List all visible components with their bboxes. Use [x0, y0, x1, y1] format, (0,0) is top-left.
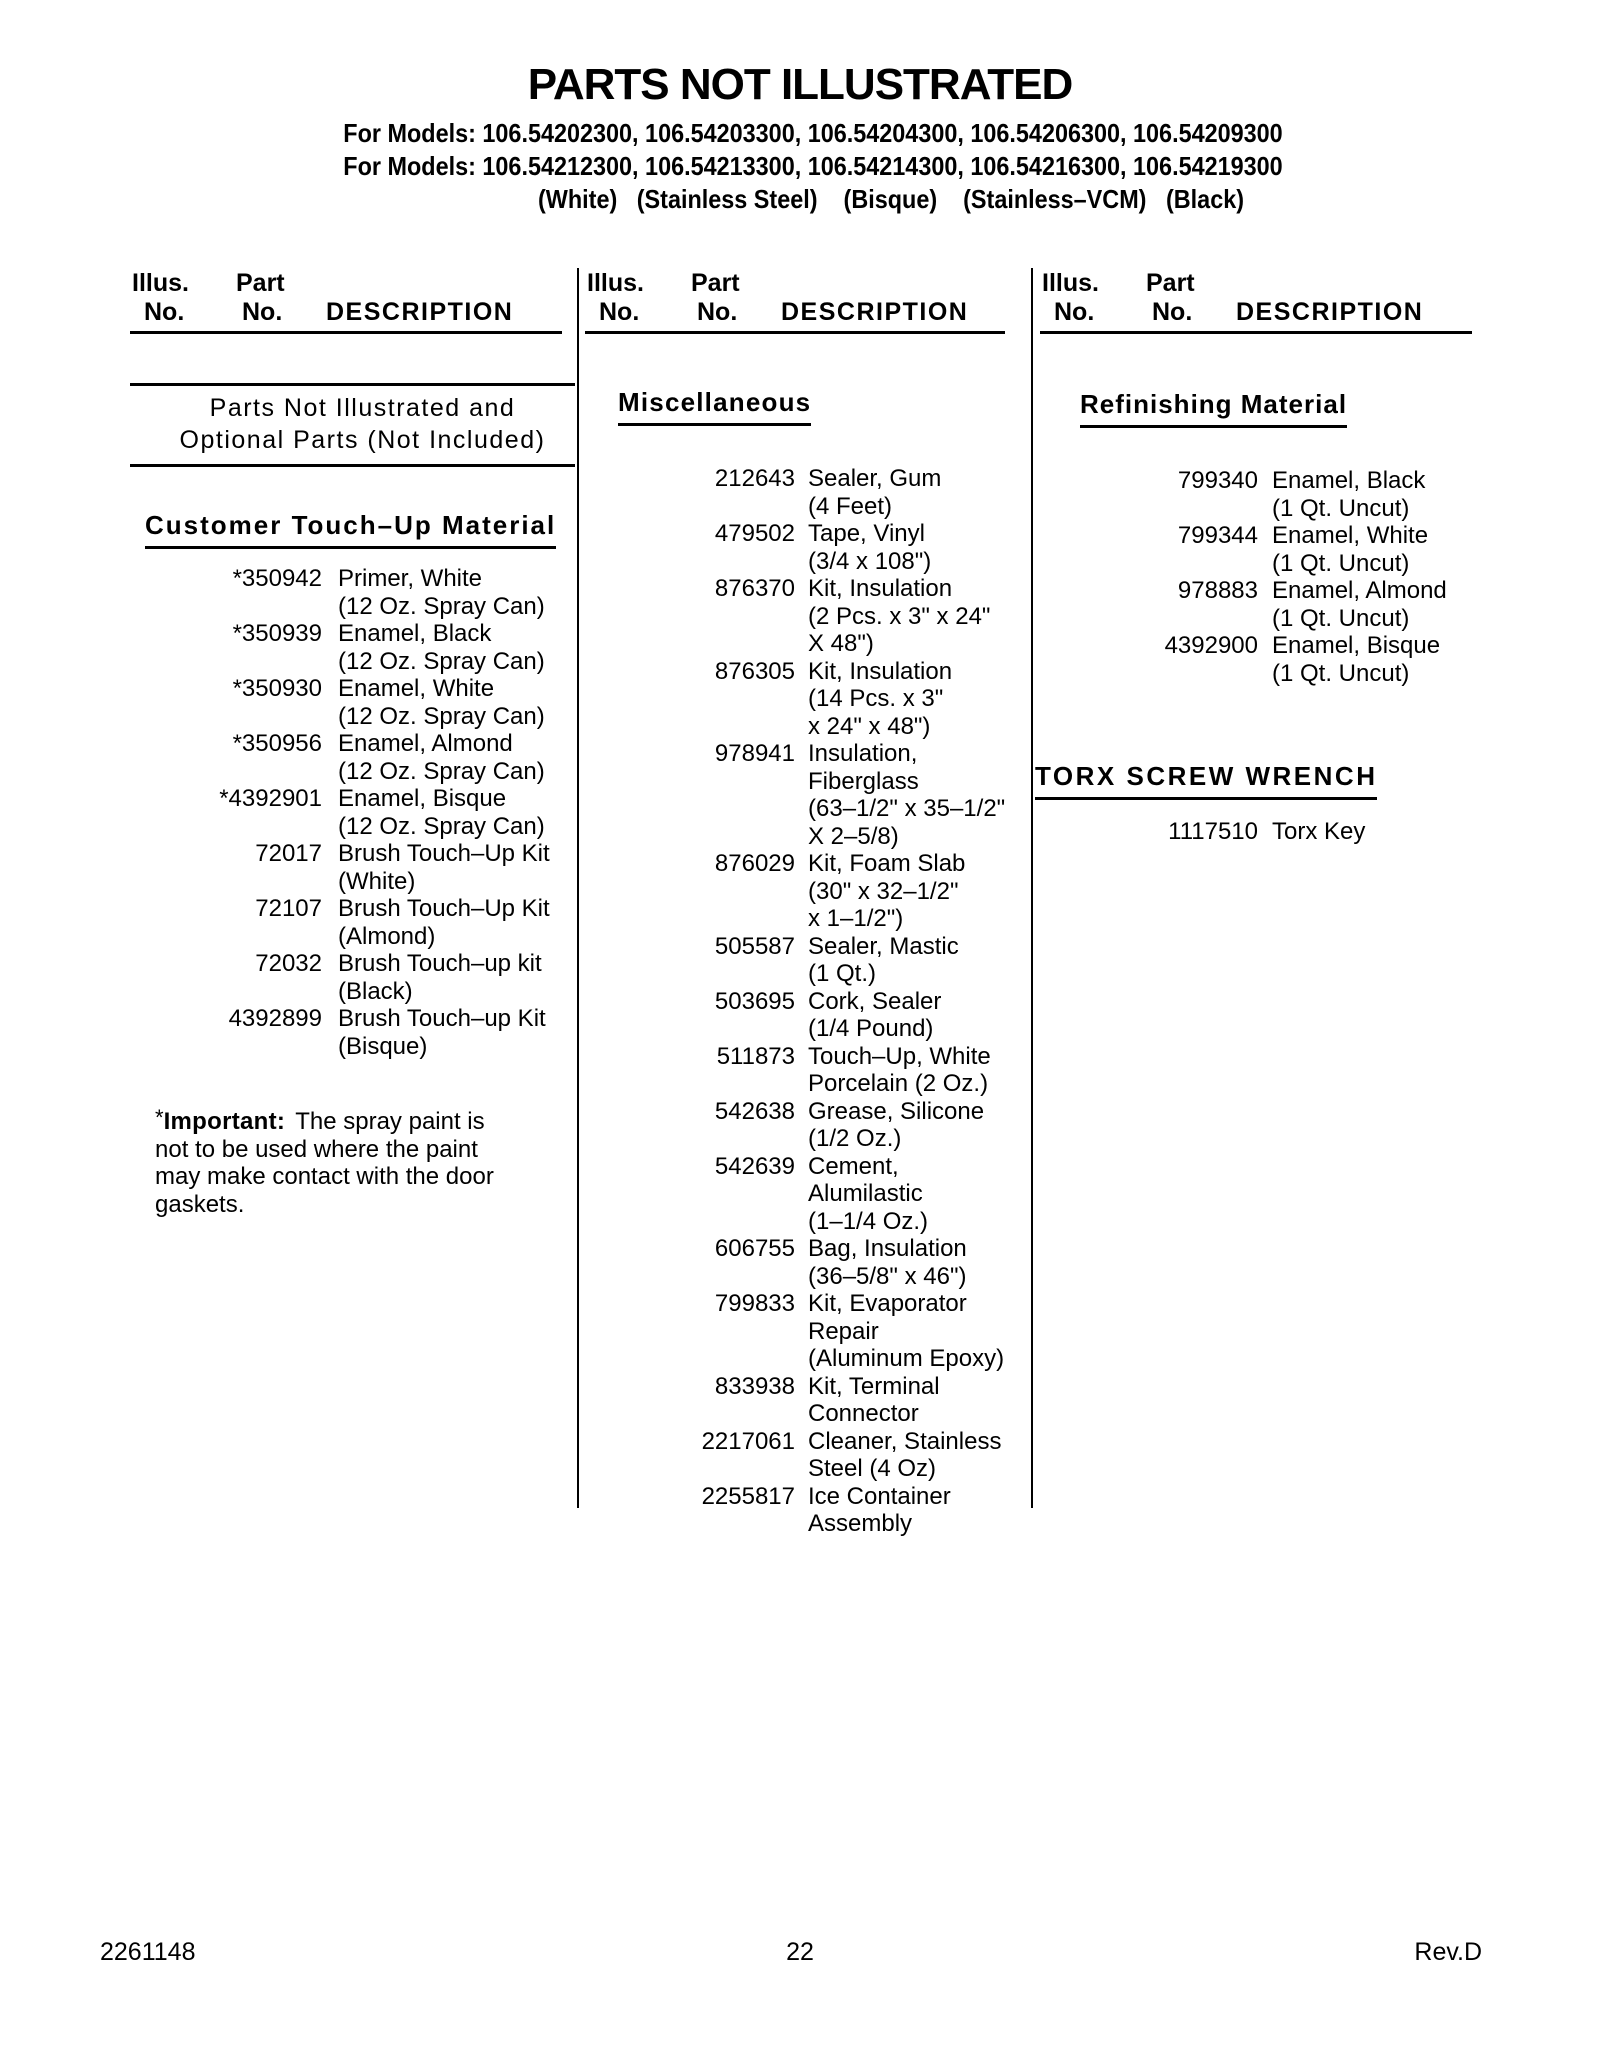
header-description: DESCRIPTION: [781, 298, 969, 326]
parts-row: [585, 1373, 1009, 1428]
parts-row: [130, 840, 575, 895]
parts-row: [1040, 522, 1485, 577]
parts-row: [585, 740, 1009, 850]
column-miscellaneous: [585, 268, 1009, 1968]
parts-row: [130, 785, 575, 840]
header-description: DESCRIPTION: [1236, 298, 1424, 326]
column-divider-right: [1031, 268, 1033, 1508]
part-number: 4392900: [1164, 632, 1258, 659]
part-number: 4392899: [228, 1005, 322, 1032]
part-description: Enamel, Bisque (1 Qt. Uncut): [1272, 632, 1441, 687]
important-note: [155, 1104, 575, 1218]
part-description: Enamel, Black (1 Qt. Uncut): [1272, 467, 1426, 522]
footer-doc-number: 2261148: [100, 1938, 196, 1966]
parts-row: [585, 933, 1009, 988]
part-description: Kit, Foam Slab (30" x 32–1/2" x 1–1/2"): [808, 850, 966, 932]
table-header: [130, 268, 562, 334]
part-description: Enamel, Black (12 Oz. Spray Can): [338, 620, 545, 675]
column-touchup: [130, 268, 575, 1968]
part-number: *350930: [232, 675, 322, 702]
footer-revision: Rev.D: [1414, 1938, 1482, 1966]
part-description: Sealer, Gum (4 Feet): [808, 465, 942, 520]
part-description: Brush Touch–Up Kit (White): [338, 840, 550, 895]
optional-parts-line-1: Parts Not Illustrated and: [209, 394, 516, 422]
parts-list-torx: [1040, 818, 1485, 846]
part-number: 72032: [255, 950, 322, 977]
part-number: *350942: [232, 565, 322, 592]
part-description: Touch–Up, White Porcelain (2 Oz.): [808, 1042, 991, 1097]
parts-row: [585, 1483, 1009, 1538]
header-part-no: No.: [1152, 298, 1193, 326]
part-description: Kit, Terminal Connector: [808, 1372, 940, 1427]
part-description: Bag, Insulation (36–5/8" x 46"): [808, 1235, 967, 1290]
parts-row: [130, 1005, 575, 1060]
part-description: Torx Key: [1272, 818, 1366, 845]
table-header: [1040, 268, 1472, 334]
header-part: Part: [1146, 269, 1195, 297]
part-number: 799340: [1177, 467, 1258, 494]
part-number: 2217061: [701, 1427, 795, 1455]
note-line-1: The spray paint is: [295, 1108, 485, 1135]
part-description: Tape, Vinyl (3/4 x 108"): [808, 520, 932, 575]
part-number: 72107: [255, 895, 322, 922]
optional-parts-line-2: Optional Parts (Not Included): [179, 426, 546, 454]
part-number: 212643: [714, 465, 795, 492]
parts-list-refinishing: [1040, 467, 1485, 687]
part-description: Brush Touch–up Kit (Bisque): [338, 1005, 546, 1060]
header-illus-no: No.: [1054, 298, 1095, 326]
parts-row: [130, 895, 575, 950]
table-header: [585, 268, 1005, 334]
header-part-no: No.: [242, 298, 283, 326]
header-description: DESCRIPTION: [326, 298, 514, 326]
note-line-2: not to be used where the paint: [155, 1135, 478, 1163]
header-part: Part: [691, 269, 740, 297]
part-number: 606755: [714, 1235, 795, 1262]
header-part-no: No.: [697, 298, 738, 326]
parts-row: [585, 1043, 1009, 1098]
header-part: Part: [236, 269, 285, 297]
finishes-line: (White) (Stainless Steel) (Bisque) (Stainless–VCM) (Black): [537, 184, 1245, 214]
header-illus: Illus.: [132, 269, 189, 297]
parts-row: [130, 950, 575, 1005]
part-description: Cleaner, Stainless Steel (4 Oz): [808, 1427, 1002, 1482]
models-line-2: For Models: 106.54212300, 106.54213300, 106.54214300, 106.54216300, 106.54219300: [343, 151, 1283, 181]
parts-row: [1040, 818, 1485, 846]
part-number: 799833: [714, 1290, 795, 1317]
part-description: Enamel, Bisque (12 Oz. Spray Can): [338, 785, 545, 840]
parts-row: [585, 1235, 1009, 1290]
parts-row: [585, 465, 1009, 520]
part-number: 479502: [714, 520, 795, 547]
part-number: 876029: [714, 850, 795, 877]
part-number: 2255817: [701, 1482, 795, 1510]
parts-row: [1040, 467, 1485, 522]
part-description: Kit, Insulation (14 Pcs. x 3" x 24" x 48"): [808, 657, 953, 740]
note-line-3: may make contact with the door: [155, 1163, 494, 1190]
part-number: 1117510: [1168, 818, 1258, 845]
page-title: PARTS NOT ILLUSTRATED: [527, 60, 1073, 109]
part-number: 511873: [716, 1042, 795, 1070]
parts-row: [130, 620, 575, 675]
footer-page-number: 22: [786, 1938, 814, 1966]
parts-row: [585, 658, 1009, 741]
part-number: 799344: [1177, 522, 1258, 549]
part-number: 876370: [714, 575, 795, 602]
important-label: Important:: [163, 1108, 286, 1135]
part-description: Enamel, White (12 Oz. Spray Can): [338, 675, 545, 730]
part-description: Cement, Alumilastic (1–1/4 Oz.): [808, 1152, 929, 1235]
part-description: Sealer, Mastic (1 Qt.): [808, 932, 959, 987]
part-description: Enamel, White (1 Qt. Uncut): [1272, 522, 1429, 577]
part-number: 876305: [714, 657, 795, 685]
part-description: Enamel, Almond (12 Oz. Spray Can): [338, 730, 545, 785]
part-description: Brush Touch–up kit (Black): [338, 950, 542, 1005]
parts-row: [585, 988, 1009, 1043]
part-number: 72017: [255, 840, 322, 867]
parts-row: [130, 565, 575, 620]
parts-row: [585, 1290, 1009, 1373]
part-number: *350956: [232, 730, 322, 757]
part-description: Cork, Sealer (1/4 Pound): [808, 987, 942, 1042]
part-description: Ice Container Assembly: [808, 1482, 951, 1537]
part-description: Primer, White (12 Oz. Spray Can): [338, 565, 545, 620]
section-heading-miscellaneous: Miscellaneous: [618, 388, 811, 426]
part-number: 978883: [1177, 577, 1258, 604]
part-description: Grease, Silicone (1/2 Oz.): [808, 1097, 985, 1152]
parts-row: [1040, 632, 1485, 687]
section-heading-customer-touchup: Customer Touch–Up Material: [145, 511, 556, 549]
parts-row: [585, 520, 1009, 575]
part-number: 978941: [714, 740, 795, 767]
part-description: Kit, Evaporator Repair (Aluminum Epoxy): [808, 1290, 1005, 1372]
parts-row: [585, 1098, 1009, 1153]
parts-list-touchup: [130, 565, 575, 1060]
part-number: 542639: [714, 1152, 795, 1180]
part-description: Insulation, Fiberglass (63–1/2" x 35–1/2" X 2–5/8): [808, 740, 1006, 850]
parts-list-miscellaneous: [585, 465, 1009, 1538]
note-line-4: gaskets.: [155, 1190, 245, 1218]
part-description: Kit, Insulation (2 Pcs. x 3" x 24" X 48"): [808, 575, 991, 657]
parts-row: [585, 1428, 1009, 1483]
part-number: *350939: [232, 620, 322, 647]
parts-row: [130, 675, 575, 730]
optional-parts-box: [130, 383, 575, 467]
part-description: Brush Touch–Up Kit (Almond): [338, 895, 550, 950]
part-description: Enamel, Almond (1 Qt. Uncut): [1272, 577, 1447, 632]
footnote-asterisk: *: [155, 1105, 164, 1130]
column-refinishing: [1035, 268, 1485, 1968]
header-illus-no: No.: [599, 298, 640, 326]
parts-row: [585, 850, 1009, 933]
section-heading-torx: TORX SCREW WRENCH: [1035, 762, 1377, 800]
part-number: 542638: [714, 1097, 795, 1125]
part-number: 503695: [714, 987, 795, 1015]
section-heading-refinishing: Refinishing Material: [1080, 390, 1347, 428]
header-illus-no: No.: [144, 298, 185, 326]
header-illus: Illus.: [1042, 269, 1099, 297]
header-illus: Illus.: [587, 269, 644, 297]
part-number: 833938: [714, 1372, 795, 1400]
part-number: *4392901: [219, 785, 322, 812]
parts-row: [130, 730, 575, 785]
column-divider-left: [577, 268, 579, 1508]
part-number: 505587: [714, 932, 795, 960]
parts-row: [1040, 577, 1485, 632]
parts-row: [585, 575, 1009, 658]
parts-row: [585, 1153, 1009, 1236]
models-line-1: For Models: 106.54202300, 106.54203300, 106.54204300, 106.54206300, 106.54209300: [343, 118, 1283, 148]
